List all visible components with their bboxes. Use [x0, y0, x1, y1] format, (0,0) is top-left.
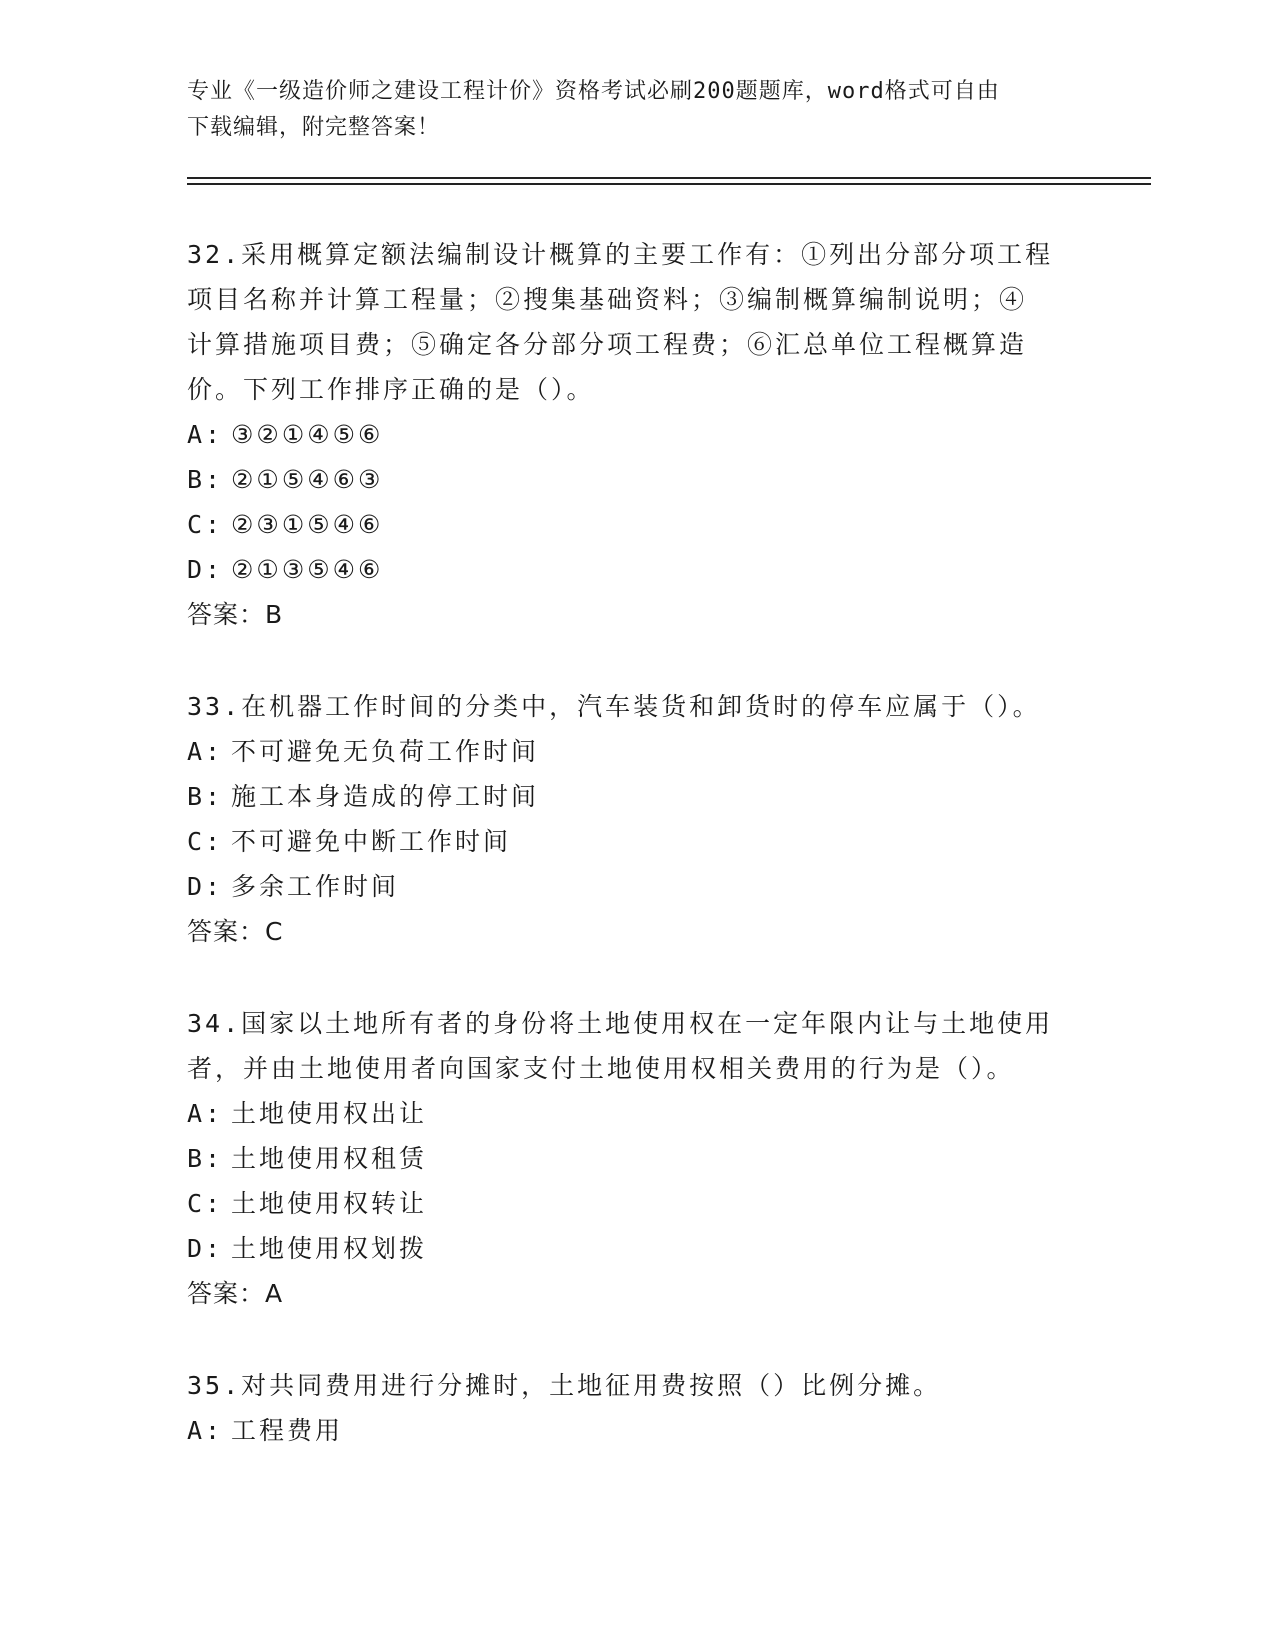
option-text: 施工本身造成的停工时间: [231, 782, 540, 811]
option-c: [187, 819, 1087, 864]
option-a: [187, 1408, 1087, 1453]
option-d: [187, 1226, 1087, 1271]
option-text: ②①③⑤④⑥: [231, 555, 384, 584]
option-key: D:: [187, 872, 224, 901]
question-stem: [187, 684, 1087, 729]
option-key: B:: [187, 465, 224, 494]
option-key: B:: [187, 1144, 224, 1173]
option-b: [187, 774, 1087, 819]
stem-line: 32.采用概算定额法编制设计概算的主要工作有：①列出分部分项工程: [187, 240, 1054, 269]
option-text: ③②①④⑤⑥: [231, 420, 384, 449]
option-d: [187, 547, 1087, 592]
option-key: C:: [187, 827, 224, 856]
option-text: 工程费用: [231, 1416, 344, 1445]
question-35: [187, 1363, 1087, 1453]
option-b: [187, 1136, 1087, 1181]
option-key: C:: [187, 1189, 224, 1218]
option-key: B:: [187, 782, 224, 811]
option-key: A:: [187, 1416, 224, 1445]
header-divider-top: [187, 177, 1151, 179]
option-key: A:: [187, 1099, 224, 1128]
stem-line: 计算措施项目费；⑤确定各分部分项工程费；⑥汇总单位工程概算造: [187, 330, 1028, 359]
header-line-2: 下载编辑，附完整答案！: [187, 115, 441, 140]
stem-line: 价。下列工作排序正确的是（）。: [187, 375, 595, 404]
option-text: 不可避免无负荷工作时间: [231, 737, 540, 766]
question-34: [187, 1001, 1087, 1317]
option-a: [187, 412, 1087, 457]
option-text: 土地使用权转让: [231, 1189, 428, 1218]
option-d: [187, 864, 1087, 909]
answer-line: 答案：B: [187, 600, 284, 629]
option-key: D:: [187, 555, 224, 584]
header-line-1: 专业《一级造价师之建设工程计价》资格考试必刷200题题库，word格式可自由: [187, 79, 1000, 104]
option-a: [187, 729, 1087, 774]
option-key: C:: [187, 510, 224, 539]
option-text: ②①⑤④⑥③: [231, 465, 384, 494]
stem-line: 35.对共同费用进行分摊时，土地征用费按照（）比例分摊。: [187, 1371, 942, 1400]
option-b: [187, 457, 1087, 502]
question-stem: [187, 1363, 1087, 1408]
question-list: [187, 232, 1087, 1499]
question-stem: [187, 232, 1087, 412]
answer-line: 答案：A: [187, 1279, 284, 1308]
stem-line: 34.国家以土地所有者的身份将土地使用权在一定年限内让与土地使用: [187, 1009, 1054, 1038]
answer-line: 答案：C: [187, 917, 284, 946]
document-header: [187, 74, 1087, 146]
stem-line: 33.在机器工作时间的分类中，汽车装货和卸货时的停车应属于（）。: [187, 692, 1041, 721]
option-text: 土地使用权划拨: [231, 1234, 428, 1263]
question-33: [187, 684, 1087, 955]
option-key: A:: [187, 420, 224, 449]
option-a: [187, 1091, 1087, 1136]
option-text: 不可避免中断工作时间: [231, 827, 512, 856]
option-c: [187, 1181, 1087, 1226]
option-text: 多余工作时间: [231, 872, 400, 901]
stem-line: 项目名称并计算工程量；②搜集基础资料；③编制概算编制说明；④: [187, 285, 1028, 314]
stem-line: 者，并由土地使用者向国家支付土地使用权相关费用的行为是（）。: [187, 1054, 1015, 1083]
header-divider-bottom: [187, 183, 1151, 185]
option-text: ②③①⑤④⑥: [231, 510, 384, 539]
option-c: [187, 502, 1087, 547]
option-text: 土地使用权租赁: [231, 1144, 428, 1173]
question-stem: [187, 1001, 1087, 1091]
question-32: [187, 232, 1087, 638]
option-key: D:: [187, 1234, 224, 1263]
option-text: 土地使用权出让: [231, 1099, 428, 1128]
option-key: A:: [187, 737, 224, 766]
